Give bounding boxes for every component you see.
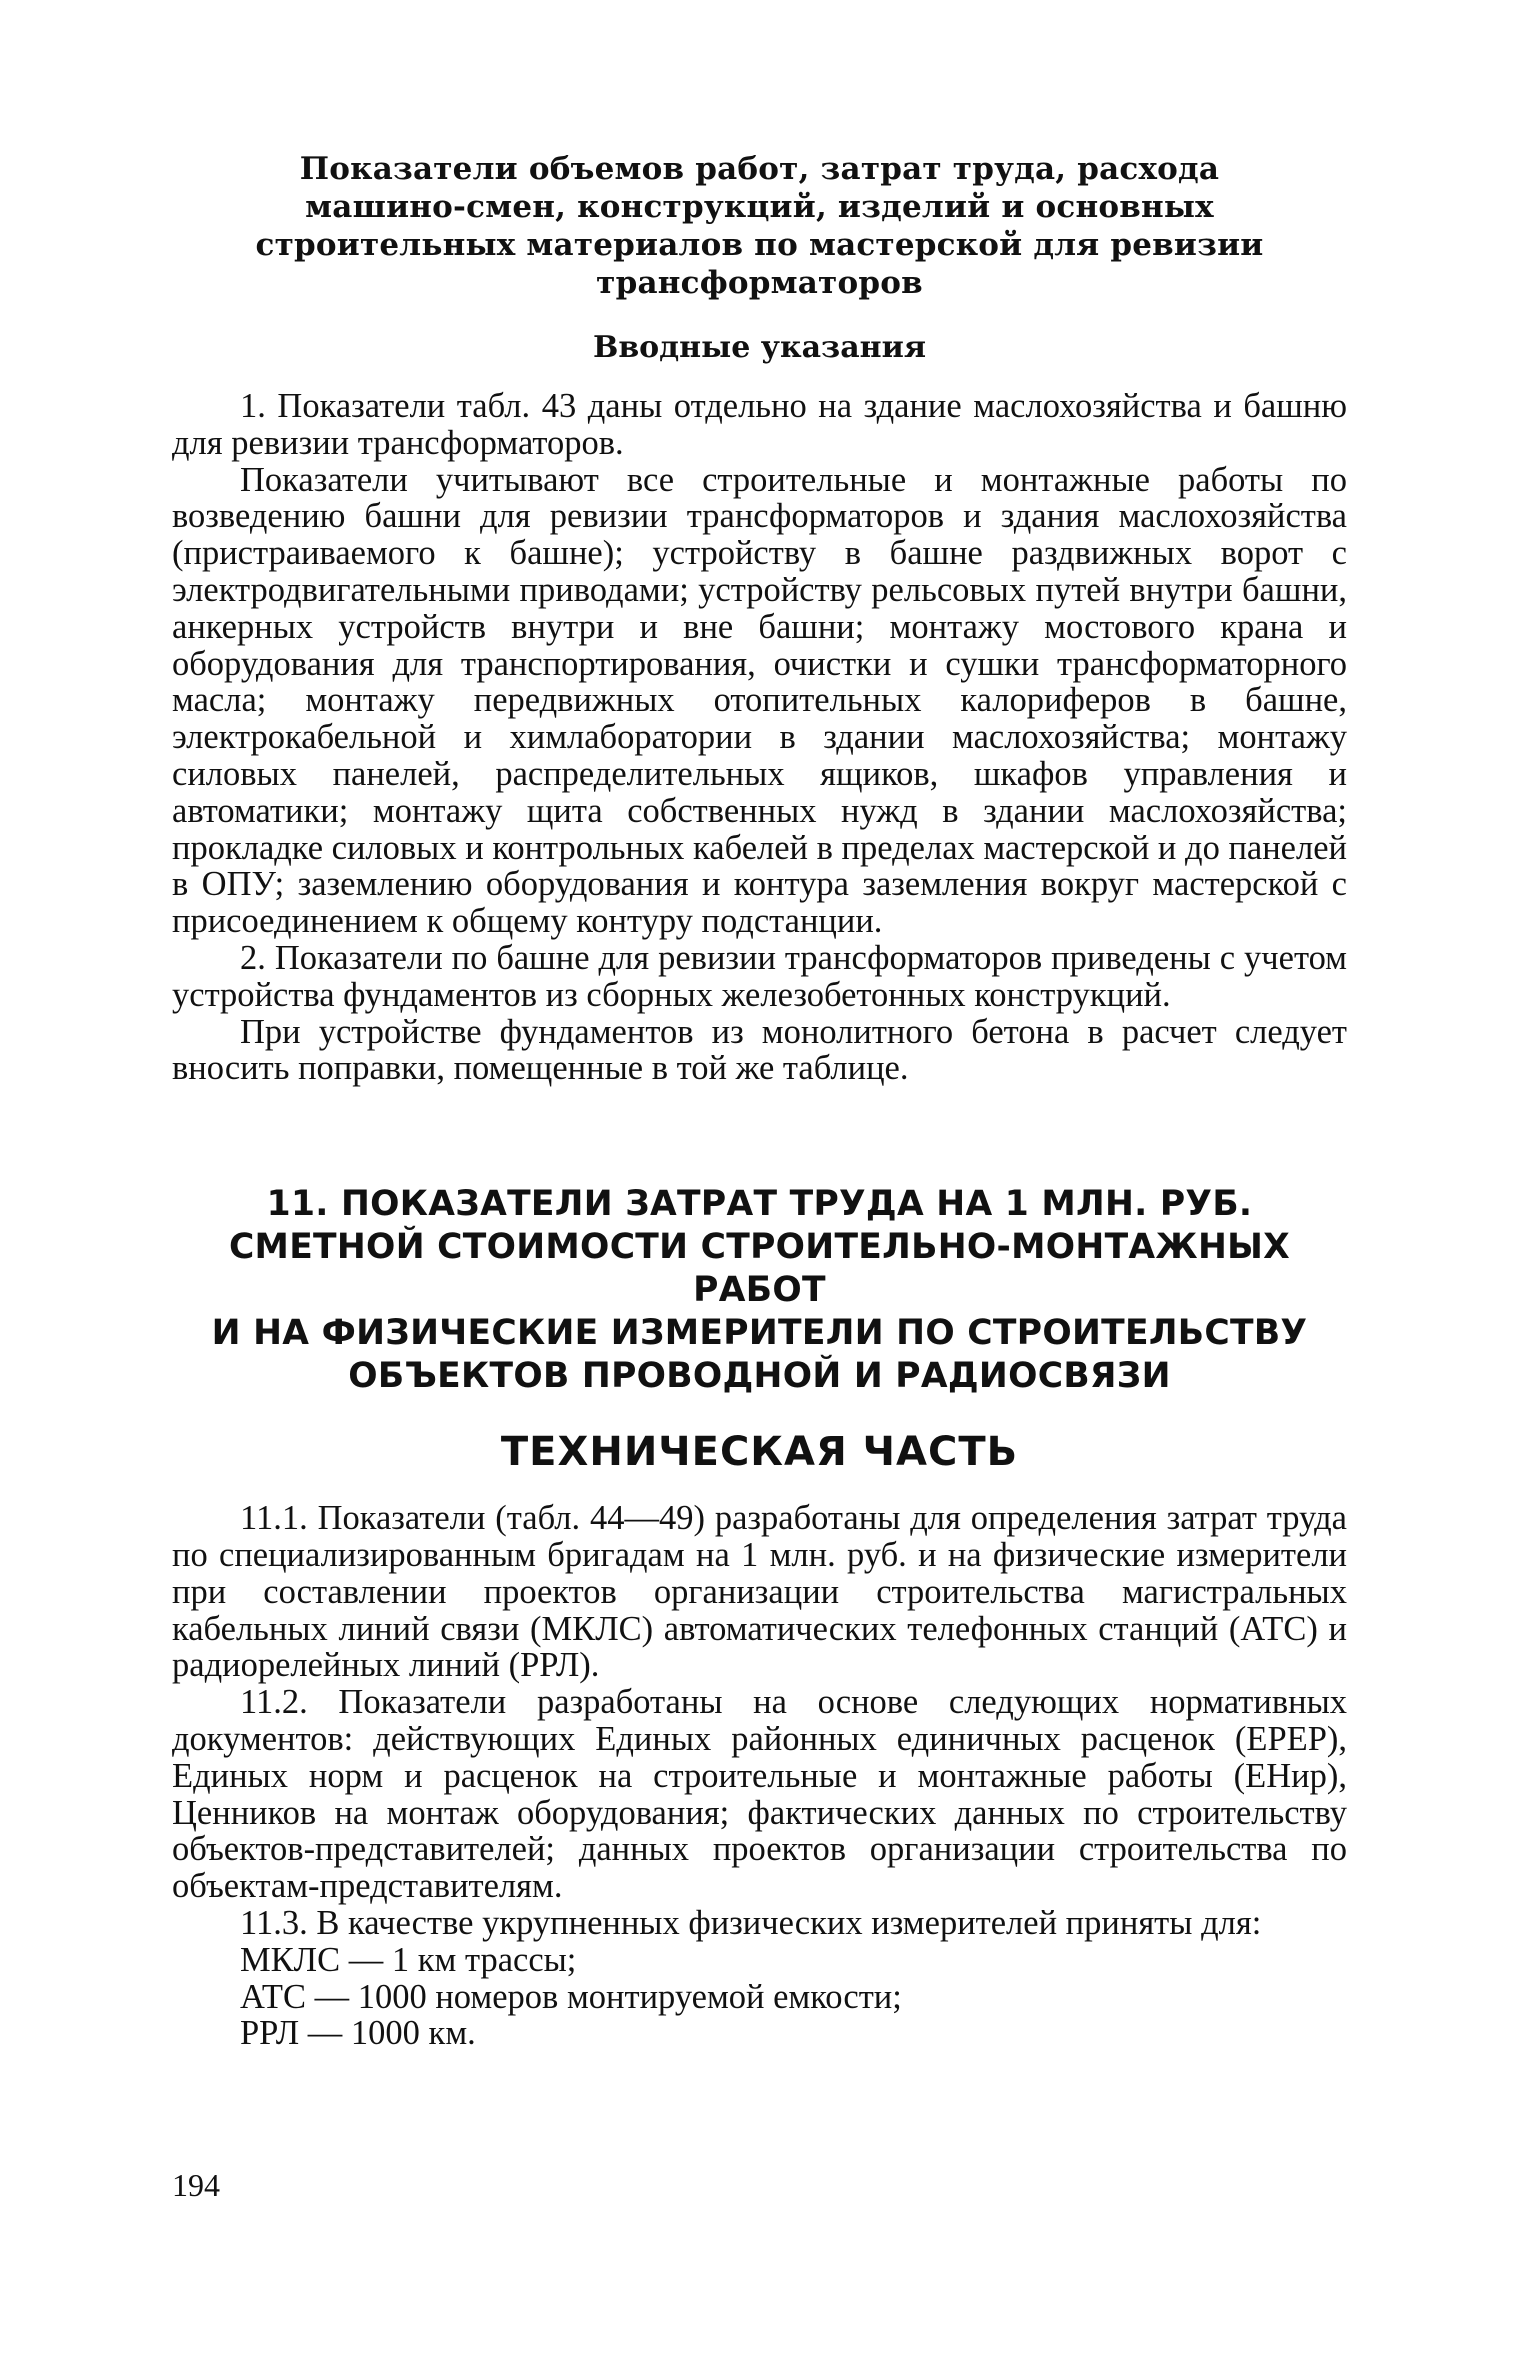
heading-line: строительных материалов по мастерской для ревизии xyxy=(255,227,1264,263)
section-title-line: ОБЪЕКТОВ ПРОВОДНОЙ И РАДИОСВЯЗИ xyxy=(348,1356,1171,1397)
section-title-line: И НА ФИЗИЧЕСКИЕ ИЗМЕРИТЕЛИ ПО СТРОИТЕЛЬСТВУ xyxy=(211,1313,1308,1354)
section-title-line: СМЕТНОЙ СТОИМОСТИ СТРОИТЕЛЬНО-МОНТАЖНЫХ РАБОТ xyxy=(228,1227,1291,1311)
page-number: 194 xyxy=(172,2167,220,2203)
measure-item: АТС — 1000 номеров монтируемой емкости; xyxy=(240,1977,902,2016)
section-paragraph-3: 11.3. В качестве укрупненных физических измерителей приняты для: xyxy=(240,1903,1262,1942)
section-paragraph-1: 11.1. Показатели (табл. 44—49) разработаны для определения затрат труда по специализированным бригадам на 1 млн. руб. и на физические измерители при составлении проектов организации строительства магистральных кабельных линий связи (МКЛС) автоматических телефонных станций (АТС) и радиорелейных линий (РРЛ). xyxy=(172,1499,1347,1685)
document-heading xyxy=(172,150,1347,302)
introductory-notes-heading: Вводные указания xyxy=(592,330,927,365)
intro-paragraph-1: 1. Показатели табл. 43 даны отдельно на здание маслохозяйства и башню для ревизии трансформаторов. xyxy=(172,387,1347,462)
section-title-line: 11. ПОКАЗАТЕЛИ ЗАТРАТ ТРУДА НА 1 МЛН. РУБ. xyxy=(266,1184,1253,1225)
technical-part-title: ТЕХНИЧЕСКАЯ ЧАСТЬ xyxy=(500,1429,1019,1476)
section-title xyxy=(172,1183,1347,1398)
section-paragraph-2: 11.2. Показатели разработаны на основе следующих нормативных документов: действующих Единых районных единичных расценок (ЕРЕР), Единых норм и расценок на строительные и монтажные работы (ЕНир), Ценников на монтаж оборудования; фактических данных по строительству объектов-представителей; данных проектов организации строительства по объектам-представителям. xyxy=(172,1683,1347,1906)
heading-line: машино-смен, конструкций, изделий и основных xyxy=(305,189,1214,225)
intro-paragraph-3: 2. Показатели по башне для ревизии трансформаторов приведены с учетом устройства фундаментов из сборных железобетонных конструкций. xyxy=(172,938,1347,1014)
intro-paragraph-2: Показатели учитывают все строительные и монтажные работы по возведению башни для ревизии трансформаторов и здания маслохозяйства (пристраиваемого к башне); устройству в башне раздвижных ворот с электродвигательными приводами; устройству рельсовых путей внутри башни, анкерных устройств внутри и вне башни; монтажу мостового крана и оборудования для транспортирования, очистки и сушки трансформаторного масла; монтажу передвижных отопительных калориферов в башне, электрокабельной и химлаборатории в здании маслохозяйства; монтажу силовых панелей, распределительных ящиков, шкафов управления и автоматики; монтажу щита собственных нужд в здании маслохозяйства; прокладке силовых и контрольных кабелей в пределах мастерской и до панелей в ОПУ; заземлению оборудования и контура заземления вокруг мастерской с присоединением к общему контуру подстанции. xyxy=(172,460,1347,941)
measure-item: РРЛ — 1000 км. xyxy=(240,2014,476,2053)
page-body xyxy=(172,150,1347,2052)
intro-paragraph-4: При устройстве фундаментов из монолитного бетона в расчет следует вносить поправки, помещенные в той же таблице. xyxy=(172,1012,1347,1088)
heading-line: трансформаторов xyxy=(596,265,923,301)
measure-item: МКЛС — 1 км трассы; xyxy=(240,1940,577,1979)
heading-line: Показатели объемов работ, затрат труда, расхода xyxy=(299,151,1220,187)
